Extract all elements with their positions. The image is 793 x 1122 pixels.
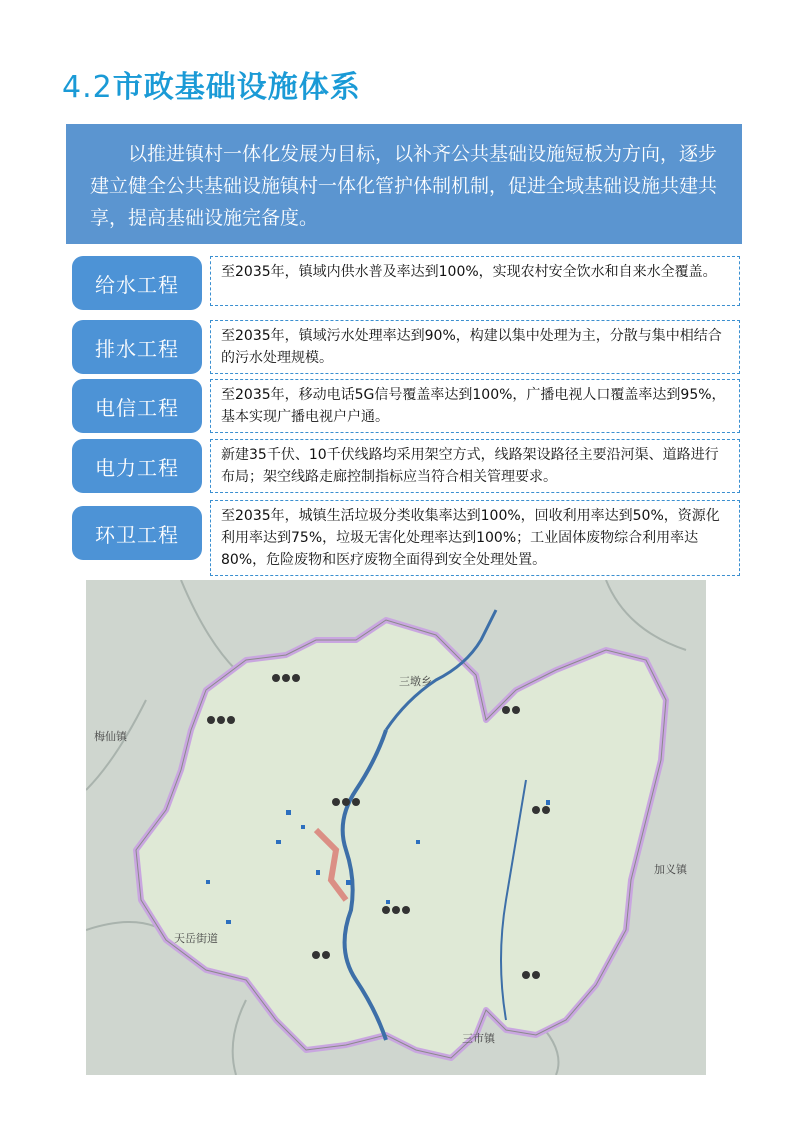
- item-label: 给水工程: [72, 256, 202, 310]
- section-number: 4.2: [62, 70, 113, 105]
- item-text: 至2035年，镇域内供水普及率达到100%，实现农村安全饮水和自来水全覆盖。: [210, 256, 740, 306]
- map-graphic: [86, 580, 706, 1075]
- section-title: [62, 62, 361, 106]
- section-heading: 市政基础设施体系: [112, 70, 361, 105]
- item-text: 至2035年，城镇生活垃圾分类收集率达到100%，回收利用率达到50%，资源化利用率达到75%，垃圾无害化处理率达到100%；工业固体废物综合利用率达80%，危险废物和医疗废物全面得到安全处理处置。: [210, 500, 740, 576]
- item-label: 电信工程: [72, 379, 202, 433]
- item-text: 新建35千伏、10千伏线路均采用架空方式，线路架设路径主要沿河渠、道路进行布局；架空线路走廊控制指标应当符合相关管理要求。: [210, 439, 740, 493]
- map-label-west: 梅仙镇: [94, 730, 127, 743]
- item-text: 至2035年，镇域污水处理率达到90%，构建以集中处理为主，分散与集中相结合的污水处理规模。: [210, 320, 740, 374]
- item-power: [72, 439, 742, 495]
- item-water-supply: [72, 256, 742, 312]
- item-label: 排水工程: [72, 320, 202, 374]
- map-label-south: 三市镇: [462, 1032, 495, 1045]
- item-sanitation: [72, 500, 742, 568]
- item-telecom: [72, 379, 742, 435]
- map-label-east: 加义镇: [654, 863, 687, 876]
- item-label: 电力工程: [72, 439, 202, 493]
- intro-panel: [66, 124, 742, 244]
- infrastructure-map: [86, 580, 706, 1075]
- item-drainage: [72, 320, 742, 376]
- map-label-southwest: 天岳街道: [174, 932, 218, 945]
- map-label-northeast: 三墩乡: [399, 675, 432, 688]
- item-text: 至2035年，移动电话5G信号覆盖率达到100%，广播电视人口覆盖率达到95%，基本实现广播电视户户通。: [210, 379, 740, 433]
- intro-text: 以推进镇村一体化发展为目标，以补齐公共基础设施短板为方向，逐步建立健全公共基础设施镇村一体化管护体制机制，促进全域基础设施共建共享，提高基础设施完备度。: [90, 143, 718, 229]
- item-label: 环卫工程: [72, 506, 202, 560]
